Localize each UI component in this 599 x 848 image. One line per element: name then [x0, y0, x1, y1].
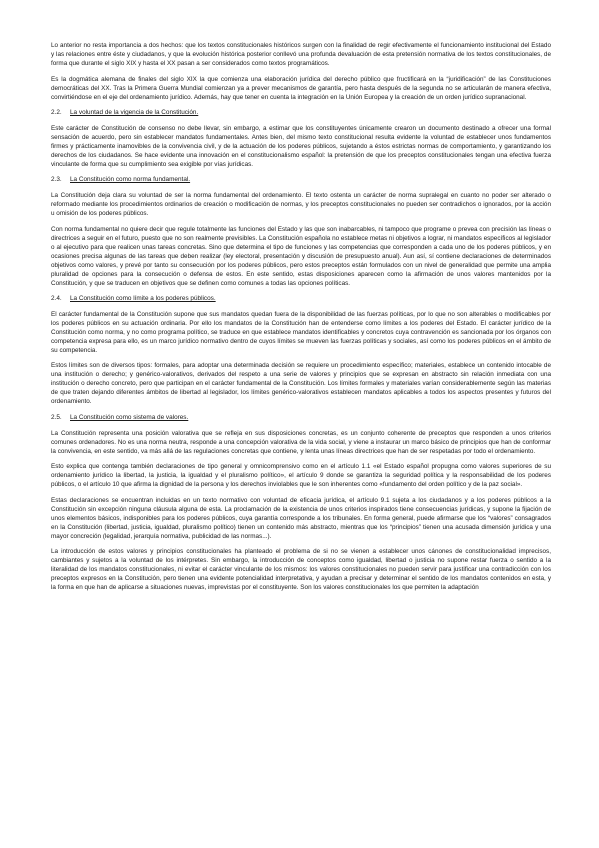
paragraph-legal-efficacy: Estas declaraciones se encuentran incluidas en un texto normativo con voluntad de eficacia jurídica, el artículo 9.1 sujeta a los ciudadanos y a los poderes públicos a la Constitución sin excepción ninguna cláusula alguna de esta. La proclamación de la existencia de unos criterios inspirados tiene consecuencias jurídicas, y supone la fijación de unos elementos básicos, indisponibles para los poderes públicos, cuya garantía corresponde a los tribunales. En forma general, puede afirmarse que los “valores” consagrados en la Constitución (libertad, justicia, igualdad, pluralismo político) tienen un contenido más abstracto, mientras que los “principios” tienen una acusada dimensión jurídica y una mayor concreción (legalidad, jerarquía normativa, publicidad de las normas...). — [51, 496, 551, 540]
paragraph-value-system: La Constitución representa una posición valorativa que se refleja en sus disposiciones concretas, es un conjunto coherente de preceptos que responden a unos criterios comunes ordenadores. No es una norma neutra, responde a una concepción valorativa de la vida social, y viene a instaurar un marco básico de principios que han de conformar la convivencia, en este sentido, va más allá de las regulaciones concretas que contiene, y lenta unas líneas directrices que han de ser respetadas por todo el ordenamiento. — [51, 429, 551, 455]
paragraph-historical-texts: Lo anterior no resta importancia a dos hechos: que los textos constitucionales históricos surgen con la finalidad de regir efectivamente el funcionamiento institucional del Estado y las relaciones entre éste y ciudadanos, y que la evolución histórica posterior conllevó una profunda devaluación de esta pretensión normativa de los textos constitucionales, de forma que durante el siglo XIX y hasta el XX pasan a ser considerados como textos programáticos. — [51, 42, 551, 67]
paragraph-interpretation: La introducción de estos valores y principios constitucionales ha planteado el problema de si no se vienen a establecer unos cánones de constitucionalidad imprecisos, cambiantes y sujetos a la voluntad de los intérpretes. Sin embargo, la introducción de conceptos como igualdad, libertad o justicia no supone restar fuerza o sentido a la literalidad de los mandatos constitucionales, ni evitar el carácter vinculante de los mismos: los valores constitucionales no pueden servir para justificar una contradicción con los preceptos expresos en la Constitución, pero tienen una evidente potencialidad interpretativa, y ayudan a precisar y determinar el sentido de los mandatos contenidos en esta, y la forma en que han de aplicarse a situaciones nuevas, imprevistas por el constituyente. Son los valores constitucionales los que permiten la adaptación — [51, 548, 551, 592]
paragraph-fundamental-norm: La Constitución deja clara su voluntad de ser la norma fundamental del ordenamiento. El texto ostenta un carácter de norma supralegal en cuanto no poder ser alterado o reformado mediante los procedimientos ordinarios de creación o modificación de normas, y los preceptos constitucionales no pueden ser contradichos o ignorados, por la acción u omisión de los poderes públicos. — [51, 191, 551, 217]
paragraph-german-dogmatics: Es la dogmática alemana de finales del siglo XIX la que comienza una elaboración jurídica del derecho público que fructificará en la “juridificación” de las Constituciones democráticas del XX. Tras la Primera Guerra Mundial comienzan ya a prever mecanismos de garantía, pero hasta después de la segunda no se articularán de manera efectiva, convirtiéndose en el eje del ordenamiento jurídico. Además, hay que tener en cuenta la integración en la Unión Europea y la creación de un orden jurídico supranacional. — [51, 75, 551, 101]
section-heading-2-5 — [51, 413, 551, 422]
paragraph-limits: El carácter fundamental de la Constitución supone que sus mandatos quedan fuera de la disponibilidad de las fuerzas políticas, por lo que no son alterables o modificables por los poderes públicos en su actuación ordinaria. Por ello los mandatos de la Constitución han de entenderse como límites a los poderes del Estado. El carácter jurídico de la Constitución como norma, y no como programa político, se traduce en que establece mandatos identificables y concretos cuya contravención es sancionada por los órganos con competencia expresa para ello, es un marco jurídico normativo dentro de cuyos límites se mueven las fuerzas políticas y sociales, así como los poderes públicos en el ámbito de su competencia. — [51, 310, 551, 354]
paragraph-general-declarations: Esto explica que contenga también declaraciones de tipo general y omnicomprensivo como en el artículo 1.1 «el Estado español propugna como valores superiores de su ordenamiento jurídico la libertad, la justicia, la igualdad y el pluralismo político», el artículo 9 donde se garantiza la seguridad política y la responsabilidad de los poderes públicos, o el artículo 10 que afirma la dignidad de la persona y los derechos inviolables que le son inherentes como «fundamento del orden político y de la paz social». — [51, 463, 551, 489]
section-heading-2-3 — [51, 175, 551, 184]
section-number: 2.3. — [51, 176, 62, 184]
paragraph-limit-types: Estos límites son de diversos tipos: formales, para adoptar una determinada decisión se requiere un procedimiento específico; materiales, establece un contenido intocable de una institución o derecho; y genérico-valorativos, derivados del respeto a una serie de valores y principios que se expresan en abstracto sin relación inmediata con una institución o derecho concreto, pero que participan en el carácter fundamental de la Constitución. Los límites formales y materiales varían considerablemente según las materias de que traten dejando diferentes ámbitos de libertad al legislador, los límites genérico-valorativos establecen mandatos aplicables a todos los aspectos presentes y futuros del ordenamiento. — [51, 362, 551, 406]
section-number: 2.5. — [51, 413, 62, 421]
section-title: La Constitución como sistema de valores. — [70, 413, 189, 421]
section-title: La Constitución como norma fundamental. — [70, 176, 191, 184]
section-number: 2.4. — [51, 295, 62, 303]
paragraph-fundamental-norm-detail: Con norma fundamental no quiere decir que regule totalmente las funciones del Estado y las que son inabarcables, ni tampoco que programe o prevea con precisión las líneas o directrices a seguir en el futuro, puesto que no son realmente previsibles. La Constitución española no establece metas ni objetivos a lograr, ni mandatos específicos al legislador o al ejecutivo para que realicen unas tareas concretas. Sino que determina el tipo de funciones y las competencias que corresponden a cada uno de los poderes públicos, y en ocasiones precisa algunas de las tareas que deben realizar (ley electoral, presentación y discusión de presupuesto anual). Aun así, sí contiene declaraciones de determinados objetivos como valores, y prevé por tanto su consecución por los poderes públicos, pero estos preceptos están formulados con un nivel de generalidad que permite una amplia pluralidad de opciones para la consecución o defensa de estos. En este sentido, estas disposiciones aparecen como la afirmación de unos valores mantenidos por la Constitución, y que se traducen en objetivos que se definen como comunes a todas las opciones políticas. — [51, 225, 551, 287]
section-number: 2.2. — [51, 109, 62, 117]
section-title: La voluntad de la vigencia de la Constitución. — [70, 109, 199, 117]
section-heading-2-2 — [51, 108, 551, 117]
document-page — [51, 41, 551, 599]
section-heading-2-4 — [51, 294, 551, 303]
paragraph-consensus: Este carácter de Constitución de consenso no debe llevar, sin embargo, a estimar que los constituyentes únicamente crearon un documento destinado a ofrecer una formal sensación de acuerdo, pero sin establecer mandatos fundamentales. Antes bien, del mismo texto constitucional resulta evidente la voluntad de establecer unos fundamentos firmes y prácticamente inamovibles de la convivencia civil, y de la actuación de los poderes públicos, sujetando a éstos estrictas normas de comportamiento, y garantizando los derechos de los ciudadanos. Se hace evidente una innovación en el constitucionalismo español: la pretensión de que los preceptos constitucionales tengan una efectiva fuerza vinculante de forma que su cumplimiento sea exigible por vías jurídicas. — [51, 124, 551, 168]
section-title: La Constitución como límite a los poderes públicos. — [70, 295, 216, 303]
